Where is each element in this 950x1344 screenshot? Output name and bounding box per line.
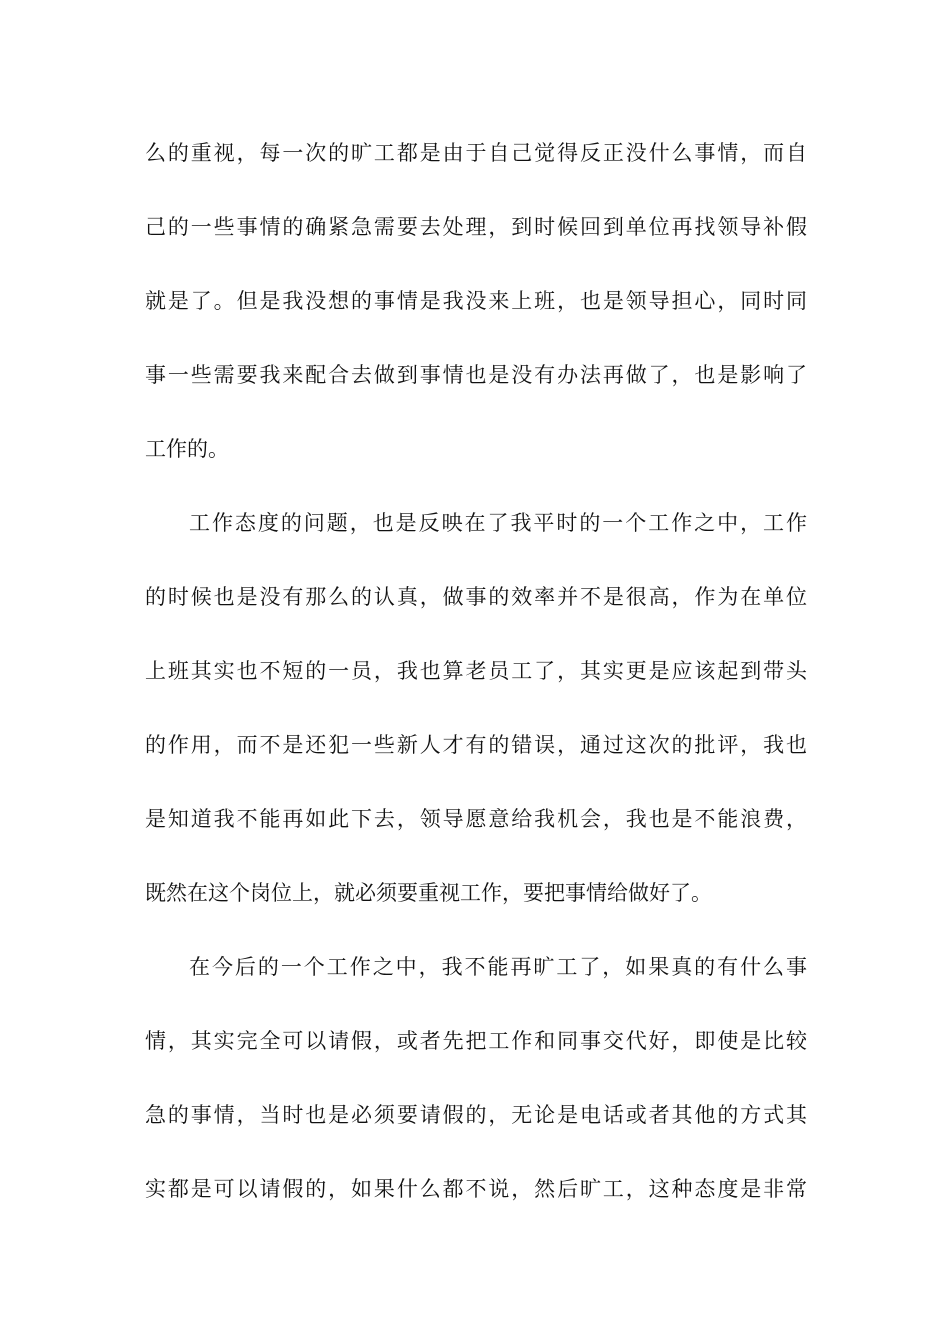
text-line: 工作态度的问题，也是反映在了我平时的一个工作之中，工作 <box>189 511 807 535</box>
text-line: 在今后的一个工作之中，我不能再旷工了，如果真的有什么事 <box>189 955 807 979</box>
text-line: 就是了。但是我没想的事情是我没来上班，也是领导担心，同时同 <box>145 289 807 313</box>
text-line: 急的事情，当时也是必须要请假的，无论是电话或者其他的方式其 <box>145 1103 807 1127</box>
text-line: 是知道我不能再如此下去，领导愿意给我机会，我也是不能浪费， <box>145 807 807 831</box>
text-line: 的时候也是没有那么的认真，做事的效率并不是很高，作为在单位 <box>145 585 807 609</box>
text-line: 么的重视，每一次的旷工都是由于自己觉得反正没什么事情，而自 <box>145 141 807 165</box>
text-line: 既然在这个岗位上，就必须要重视工作，要把事情给做好了。 <box>145 881 712 905</box>
text-line: 情，其实完全可以请假，或者先把工作和同事交代好，即使是比较 <box>145 1029 807 1053</box>
text-line: 工作的。 <box>145 437 229 461</box>
text-line: 己的一些事情的确紧急需要去处理，到时候回到单位再找领导补假 <box>145 215 807 239</box>
text-line: 的作用，而不是还犯一些新人才有的错误，通过这次的批评，我也 <box>145 733 807 757</box>
text-line: 实都是可以请假的，如果什么都不说，然后旷工，这种态度是非常 <box>145 1177 807 1201</box>
body-text <box>145 130 807 1240</box>
text-line: 上班其实也不短的一员，我也算老员工了，其实更是应该起到带头 <box>145 659 807 683</box>
text-line: 事一些需要我来配合去做到事情也是没有办法再做了，也是影响了 <box>145 363 807 387</box>
